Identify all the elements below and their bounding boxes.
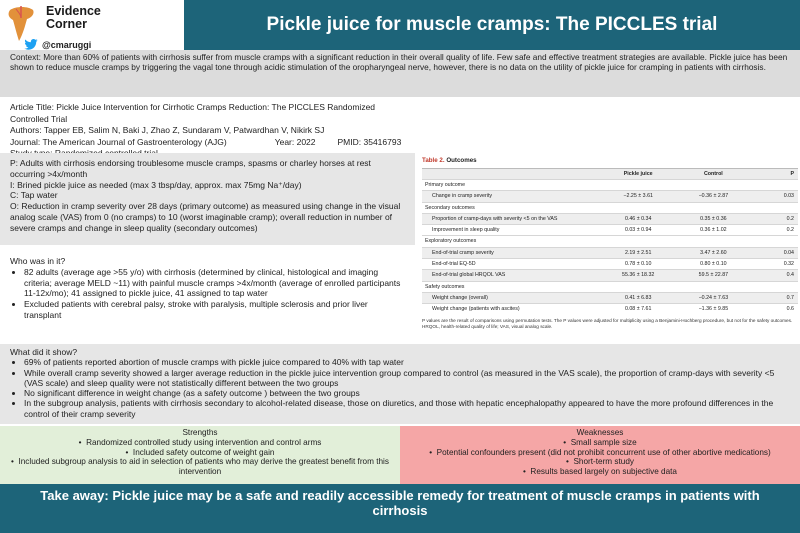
strengths-heading: Strengths bbox=[182, 428, 218, 437]
journal: Journal: The American Journal of Gastroenterology (AJG) bbox=[10, 136, 227, 147]
journal-row bbox=[10, 137, 405, 149]
context-text: Context: More than 60% of patients with cirrhosis suffer from muscle cramps with a significant reduction in their overall quality of life. Few safe and effective treatment strategies are available. Pickle juice has been shown to reduce muscle cramps by triggering the vagal tone through acidic stimulation of the oropharyngeal nerve, however, there is no data on the utility of pickle juice for cramping in patients with cirrhosis. bbox=[10, 52, 788, 73]
cell-p: 0.6 bbox=[753, 304, 798, 315]
outcomes-table bbox=[422, 168, 798, 315]
list-item: • Included safety outcome of weight gain bbox=[10, 448, 390, 458]
list-item: • 69% of patients reported abortion of muscle cramps with pickle juice compared to 40% with tap water bbox=[24, 357, 790, 367]
table-note-1: P values are the result of comparisons using permutation tests. The P values were adjusted for multiplicity using a Benjamini-Hochberg procedure, but not for the safety outcomes. bbox=[422, 317, 793, 323]
results-heading: What did it show? bbox=[10, 347, 78, 357]
outcomes-table-panel bbox=[418, 153, 800, 341]
table-section-row bbox=[422, 236, 798, 247]
table-row bbox=[422, 259, 798, 270]
list-item: • Included subgroup analysis to aid in selection of patients who may derive the greatest benefit from this intervention bbox=[10, 457, 390, 477]
list-item: • While overall cramp severity showed a larger average reduction in the pickle juice intervention group compared to control (as measured in the VAS scale), the proportion of cramp-days with severity <5 (VAS scale) and sleep quality were not statistically different between the two groups bbox=[24, 368, 790, 389]
cell-label: End-of-trial EQ-5D bbox=[422, 259, 602, 270]
results-list bbox=[10, 357, 790, 419]
pico-intervention: I: Brined pickle juice as needed (max 3 tbsp/day, approx. max 75mg Na⁺/day) bbox=[10, 179, 302, 190]
table-section-row bbox=[422, 180, 798, 191]
table-row bbox=[422, 191, 798, 202]
list-item: • Excluded patients with cerebral palsy, stroke with paralysis, multiple sclerosis and prior liver transplant bbox=[24, 299, 405, 321]
who-list bbox=[10, 267, 405, 321]
cell-pickle: −2.25 ± 3.61 bbox=[602, 191, 673, 202]
section-label: Primary outcome bbox=[422, 180, 798, 191]
list-item: • Short-term study bbox=[410, 457, 790, 467]
strengths-section bbox=[0, 426, 400, 484]
cell-control: −0.24 ± 7.63 bbox=[674, 292, 753, 303]
pico-population: P: Adults with cirrhosis endorsing troublesome muscle cramps, spasms or charley horses at rest occurring >4x/month bbox=[10, 158, 371, 179]
table-name: Outcomes bbox=[446, 157, 477, 164]
col-header-outcome bbox=[422, 169, 602, 180]
authors: Authors: Tapper EB, Salim N, Baki J, Zhao Z, Sundaram V, Patwardhan V, Nikirk SJ bbox=[10, 125, 325, 135]
table-section-row bbox=[422, 281, 798, 292]
pico-section bbox=[0, 153, 415, 245]
table-row bbox=[422, 304, 798, 315]
cell-control: 0.36 ± 1.02 bbox=[674, 225, 753, 236]
liver-icon bbox=[6, 4, 36, 44]
cell-label: Weight change (patients with ascites) bbox=[422, 304, 602, 315]
twitter-link[interactable] bbox=[24, 39, 91, 50]
table-row bbox=[422, 213, 798, 224]
pmid: PMID: 35416793 bbox=[337, 136, 402, 147]
section-label: Secondary outcomes bbox=[422, 202, 798, 213]
cell-p: 0.03 bbox=[753, 191, 798, 202]
list-item: • In the subgroup analysis, patients with cirrhosis secondary to alcohol-related disease, those on diuretics, and those with hepatic encephalopathy appeared to have the more profound differences in the control of their cramp severity bbox=[24, 398, 790, 419]
takeaway-text: Take away: Pickle juice may be a safe and readily accessible remedy for treatment of muscle cramps in patients with cirrhosis bbox=[40, 488, 760, 518]
twitter-handle[interactable]: @cmaruggi bbox=[42, 39, 92, 50]
cell-pickle: 0.78 ± 0.10 bbox=[602, 259, 673, 270]
table-row bbox=[422, 292, 798, 303]
cell-pickle: 0.46 ± 0.34 bbox=[602, 213, 673, 224]
section-label: Exploratory outcomes bbox=[422, 236, 798, 247]
col-header-control: Control bbox=[674, 169, 753, 180]
header bbox=[0, 0, 800, 50]
cell-control: 0.35 ± 0.36 bbox=[674, 213, 753, 224]
cell-control: −1.36 ± 9.85 bbox=[674, 304, 753, 315]
who-heading: Who was in it? bbox=[10, 256, 66, 266]
cell-pickle: 0.08 ± 7.61 bbox=[602, 304, 673, 315]
table-note-2: HRQOL, health-related quality of life; VAS, visual analog scale. bbox=[422, 323, 553, 329]
cell-pickle: 0.03 ± 0.94 bbox=[602, 225, 673, 236]
cell-p: 0.04 bbox=[753, 247, 798, 258]
pico-comparison: C: Tap water bbox=[10, 190, 58, 201]
citation-section bbox=[0, 100, 415, 150]
cell-label: End-of-trial global HRQOL VAS bbox=[422, 270, 602, 281]
list-item: • Results based largely on subjective data bbox=[410, 467, 790, 477]
list-item: • No significant difference in weight change (as a safety outcome ) between the two groups bbox=[24, 388, 790, 398]
brand-line-1: Evidence bbox=[46, 4, 101, 18]
list-item: • Randomized controlled study using intervention and control arms bbox=[10, 438, 390, 448]
page-title: Pickle juice for muscle cramps: The PICCLES trial bbox=[266, 14, 718, 35]
weaknesses-list bbox=[410, 438, 790, 477]
cell-control: 0.80 ± 0.10 bbox=[674, 259, 753, 270]
cell-label: Change in cramp severity bbox=[422, 191, 602, 202]
weaknesses-heading: Weaknesses bbox=[576, 428, 624, 437]
table-section-row bbox=[422, 202, 798, 213]
table-notes bbox=[422, 318, 798, 330]
who-section bbox=[0, 251, 415, 344]
year: Year: 2022 bbox=[274, 136, 316, 147]
cell-label: Improvement in sleep quality bbox=[422, 225, 602, 236]
table-number: Table 2. bbox=[422, 157, 445, 164]
pico-outcome: O: Reduction in cramp severity over 28 days (primary outcome) as measured using change in the visual analog scale (VAS) from 0 (no cramps) to 10 (worst imaginable cramp); overall reduction in number of severe cramps and change in sleep quality (secondary outcomes) bbox=[10, 201, 401, 233]
table-header-row bbox=[422, 169, 798, 180]
table-row bbox=[422, 270, 798, 281]
col-header-pickle: Pickle juice bbox=[602, 169, 673, 180]
brand-line-2: Corner bbox=[46, 17, 87, 31]
table-row bbox=[422, 247, 798, 258]
cell-pickle: 2.19 ± 2.51 bbox=[602, 247, 673, 258]
article-title: Article Title: Pickle Juice Intervention for Cirrhotic Cramps Reduction: The PICCLES Randomized Controlled Trial bbox=[10, 102, 376, 124]
section-label: Safety outcomes bbox=[422, 281, 798, 292]
cell-control: 59.5 ± 22.87 bbox=[674, 270, 753, 281]
cell-p: 0.4 bbox=[753, 270, 798, 281]
brand-name bbox=[46, 5, 101, 31]
list-item: • Potential confounders present (did not prohibit concurrent use of other abortive medications) bbox=[410, 448, 790, 458]
cell-label: Proportion of cramp-days with severity <5 on the VAS bbox=[422, 213, 602, 224]
twitter-bird-icon bbox=[24, 39, 38, 50]
cell-pickle: 55.36 ± 18.32 bbox=[602, 270, 673, 281]
cell-p: 0.32 bbox=[753, 259, 798, 270]
cell-p: 0.2 bbox=[753, 225, 798, 236]
list-item: • Small sample size bbox=[410, 438, 790, 448]
cell-p: 0.7 bbox=[753, 292, 798, 303]
cell-pickle: 0.41 ± 6.83 bbox=[602, 292, 673, 303]
table-title bbox=[422, 157, 798, 164]
col-header-p: P bbox=[753, 169, 798, 180]
cell-label: Weight change (overall) bbox=[422, 292, 602, 303]
takeaway-banner bbox=[0, 484, 800, 533]
strengths-list bbox=[10, 438, 390, 477]
results-section bbox=[0, 344, 800, 424]
cell-control: 3.47 ± 2.60 bbox=[674, 247, 753, 258]
cell-label: End-of-trial cramp severity bbox=[422, 247, 602, 258]
context-section bbox=[0, 50, 800, 97]
list-item: • 82 adults (average age >55 y/o) with cirrhosis (determined by clinical, histological and imaging criteria; average MELD ~11) with painful muscle cramps >4x/month (average of enrolled participants 11-12x/mo); 41 assigned to pickle juice, 41 assigned to tap water bbox=[24, 267, 405, 299]
cell-p: 0.2 bbox=[753, 213, 798, 224]
table-row bbox=[422, 225, 798, 236]
cell-control: −0.36 ± 2.87 bbox=[674, 191, 753, 202]
weaknesses-section bbox=[400, 426, 800, 484]
